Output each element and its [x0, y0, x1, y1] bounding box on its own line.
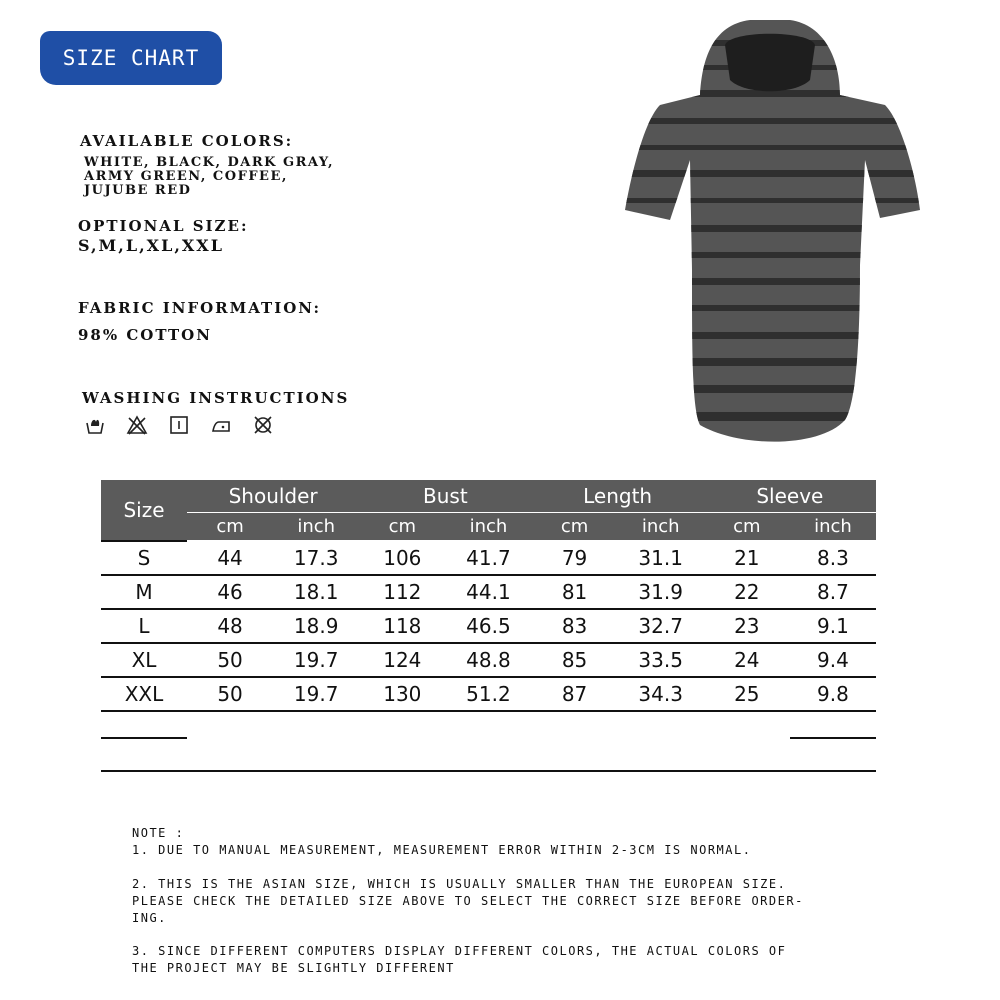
table-cell: 51.2	[466, 682, 511, 706]
shoulder-header: Shoulder	[228, 484, 318, 508]
note-3-line-2: THE PROJECT MAY BE SLIGHTLY DIFFERENT	[132, 961, 455, 975]
hooded-shirt-image	[620, 20, 930, 460]
table-cell: 17.3	[293, 546, 339, 570]
table-cell: 50	[217, 682, 243, 706]
table-cell: 44.1	[466, 580, 511, 604]
table-row	[101, 644, 876, 678]
note-2-line-2: PLEASE CHECK THE DETAILED SIZE ABOVE TO SELECT THE CORRECT SIZE BEFORE ORDER-	[132, 894, 804, 908]
length-header: Length	[583, 484, 653, 508]
table-cell: 22	[734, 580, 760, 604]
table-cell: 23	[734, 614, 760, 638]
sizes-value: S,M,L,XL,XXL	[78, 236, 224, 255]
washing-icons	[84, 414, 274, 436]
table-cell: 130	[383, 682, 422, 706]
table-cell: 124	[383, 648, 422, 672]
table-cell: 8.3	[817, 546, 849, 570]
unit-header: inch	[814, 516, 852, 537]
table-cell: 79	[561, 546, 588, 570]
divider-line	[101, 737, 187, 739]
table-cell: 31.9	[638, 580, 683, 604]
table-row	[101, 678, 876, 712]
table-body	[101, 542, 876, 712]
table-cell: XXL	[124, 682, 164, 706]
unit-header: inch	[469, 516, 508, 537]
table-cell: 41.7	[466, 546, 511, 570]
table-cell: 44	[217, 546, 243, 570]
table-cell: 32.7	[638, 614, 683, 638]
table-cell: L	[138, 614, 150, 638]
iron-icon	[210, 414, 232, 436]
note-1: 1. DUE TO MANUAL MEASUREMENT, MEASUREMENT ERROR WITHIN 2-3CM IS NORMAL.	[132, 843, 752, 857]
table-row	[101, 542, 876, 576]
size-header: Size	[101, 480, 187, 540]
table-cell: 106	[383, 546, 422, 570]
note-2-line-3: ING.	[132, 911, 167, 925]
table-cell: M	[135, 580, 153, 604]
unit-header: cm	[733, 516, 761, 537]
washing-title: WASHING INSTRUCTIONS	[82, 389, 350, 407]
table-cell: 48.8	[466, 648, 511, 672]
table-cell: 83	[561, 614, 588, 638]
table-cell: 46	[217, 580, 243, 604]
table-cell: 118	[383, 614, 422, 638]
table-cell: 50	[217, 648, 243, 672]
no-dry-clean-icon	[252, 414, 274, 436]
table-header	[101, 480, 876, 540]
colors-line-1: WHITE, BLACK, DARK GRAY,	[84, 155, 334, 170]
table-cell: S	[137, 546, 151, 570]
table-cell: 19.7	[293, 682, 339, 706]
table-cell: 87	[561, 682, 588, 706]
table-cell: 21	[734, 546, 760, 570]
table-cell: 9.4	[817, 648, 849, 672]
table-cell: 31.1	[638, 546, 683, 570]
table-cell: 24	[734, 648, 760, 672]
table-row	[101, 576, 876, 610]
sleeve-header: Sleeve	[756, 484, 824, 508]
table-cell: 48	[217, 614, 243, 638]
fabric-title: FABRIC INFORMATION:	[78, 299, 322, 317]
note-2-line-1: 2. THIS IS THE ASIAN SIZE, WHICH IS USUALLY SMALLER THAN THE EUROPEAN SIZE.	[132, 877, 787, 891]
table-cell: 9.8	[817, 682, 849, 706]
table-cell: 46.5	[466, 614, 511, 638]
size-table	[101, 480, 876, 712]
colors-line-3: JUJUBE RED	[84, 183, 192, 198]
table-cell: 19.7	[293, 648, 339, 672]
table-row	[101, 610, 876, 644]
table-cell: 9.1	[817, 614, 849, 638]
table-cell: 18.1	[293, 580, 339, 604]
table-cell: 34.3	[638, 682, 683, 706]
colors-line-2: ARMY GREEN, COFFEE,	[84, 169, 288, 184]
no-bleach-icon	[126, 414, 148, 436]
tumble-dry-icon	[168, 414, 190, 436]
table-cell: 8.7	[817, 580, 849, 604]
table-cell: 33.5	[638, 648, 683, 672]
bust-header: Bust	[423, 484, 468, 508]
table-cell: 25	[734, 682, 760, 706]
divider-line	[101, 770, 876, 772]
unit-header: cm	[216, 516, 244, 537]
table-cell: XL	[131, 648, 157, 672]
table-cell: 112	[383, 580, 422, 604]
table-cell: 18.9	[293, 614, 339, 638]
note-title: NOTE :	[132, 826, 185, 840]
colors-title: AVAILABLE COLORS:	[80, 132, 294, 150]
table-cell: 85	[561, 648, 588, 672]
unit-header: cm	[388, 516, 417, 537]
hand-wash-icon	[84, 414, 106, 436]
fabric-value: 98% COTTON	[78, 326, 212, 344]
divider-line	[790, 737, 876, 739]
table-cell: 81	[561, 580, 588, 604]
sizes-title: OPTIONAL SIZE:	[78, 217, 249, 235]
unit-header: cm	[560, 516, 589, 537]
unit-header: inch	[641, 516, 680, 537]
note-3-line-1: 3. SINCE DIFFERENT COMPUTERS DISPLAY DIFFERENT COLORS, THE ACTUAL COLORS OF	[132, 944, 787, 958]
size-chart-badge: SIZE CHART	[40, 31, 222, 85]
unit-header: inch	[297, 516, 336, 537]
